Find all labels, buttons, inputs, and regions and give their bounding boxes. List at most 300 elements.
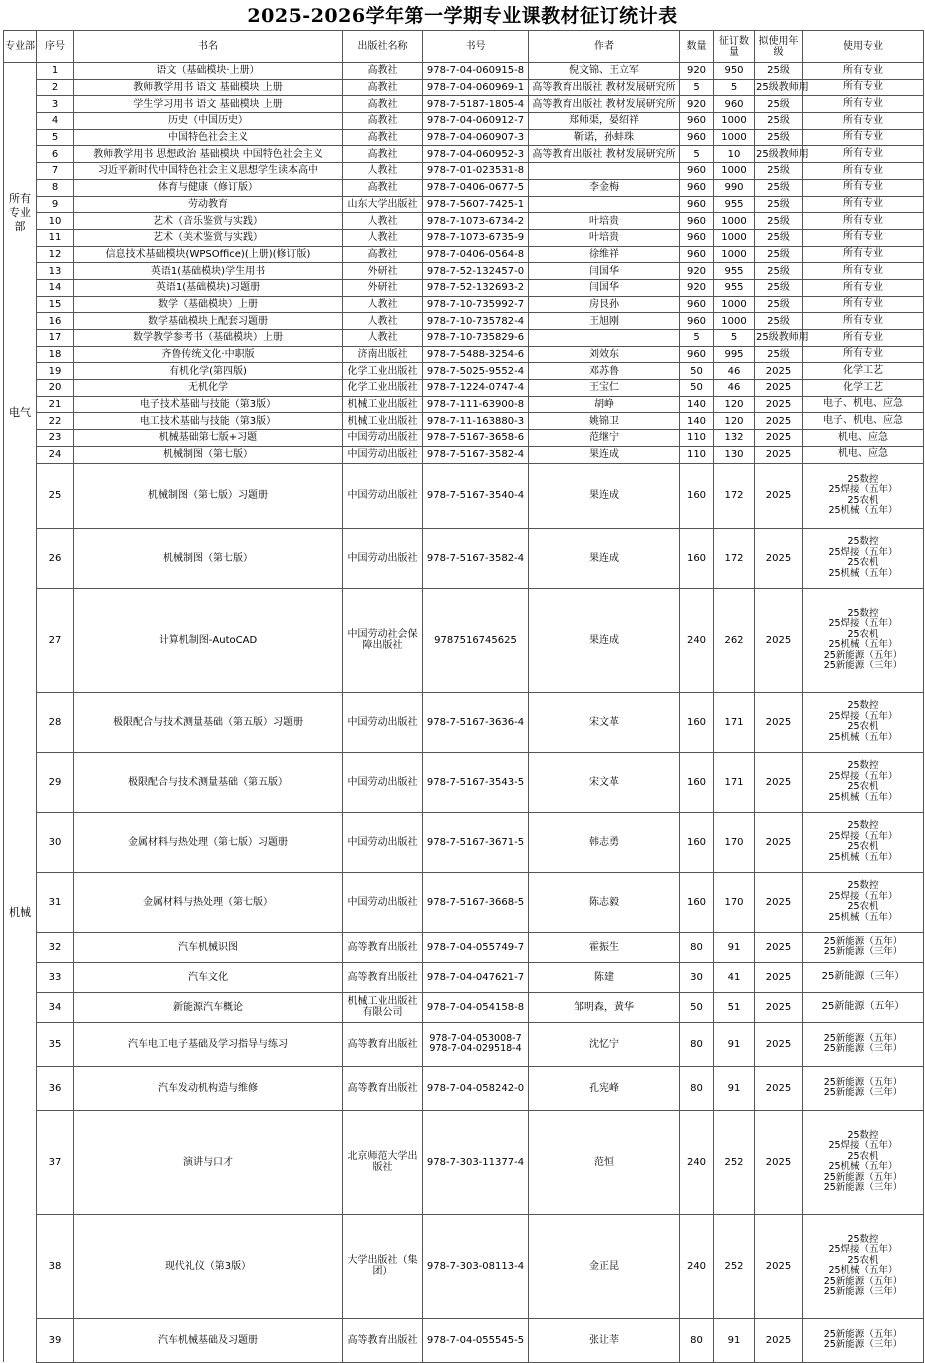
table-row — [4, 346, 924, 363]
cell-order: 252 — [714, 1214, 755, 1318]
cell-major — [803, 1022, 924, 1066]
major-item: 所有专业 — [843, 331, 883, 343]
cell-major — [803, 246, 924, 263]
cell-isbn: 978-7-11-163880-3 — [423, 413, 529, 430]
cell-qty: 160 — [680, 752, 714, 812]
major-item: 25机械（五年） — [828, 791, 898, 803]
cell-qty: 80 — [680, 1066, 714, 1110]
cell-book: 演讲与口才 — [74, 1110, 343, 1214]
major-item: 25新能源（三年） — [823, 1286, 903, 1297]
cell-year: 25级 — [755, 213, 803, 230]
major-item: 25焊接（五年） — [828, 1244, 898, 1255]
cell-book: 数学教学参考书（基础模块）上册 — [74, 330, 343, 347]
cell-book: 极限配合与技术测量基础（第五版） — [74, 752, 343, 812]
cell-year: 25级 — [755, 113, 803, 130]
cell-qty: 160 — [680, 463, 714, 528]
cell-qty: 240 — [680, 1214, 714, 1318]
major-item: 25数控 — [847, 700, 879, 711]
cell-order: 172 — [714, 528, 755, 588]
cell-order: 91 — [714, 1066, 755, 1110]
cell-qty: 160 — [680, 872, 714, 932]
major-item: 机电、应急 — [838, 431, 888, 443]
cell-isbn: 978-7-111-63900-8 — [423, 396, 529, 413]
cell-publisher: 中国劳动社会保障出版社 — [343, 588, 423, 692]
cell-publisher: 人教社 — [343, 296, 423, 313]
major-item: 25农机 — [847, 494, 879, 506]
cell-qty: 110 — [680, 430, 714, 447]
cell-publisher: 人教社 — [343, 313, 423, 330]
cell-author: 孔宪峰 — [529, 1066, 680, 1110]
cell-major — [803, 330, 924, 347]
cell-year: 2025 — [755, 1066, 803, 1110]
major-item: 25焊接（五年） — [828, 1140, 898, 1151]
cell-author: 陈建 — [529, 962, 680, 992]
cell-book: 有机化学(第四版) — [74, 363, 343, 380]
cell-author: 宋文革 — [529, 692, 680, 752]
major-item: 所有专业 — [843, 231, 883, 243]
cell-order: 171 — [714, 752, 755, 812]
table-row — [4, 363, 924, 380]
table-row — [4, 246, 924, 263]
cell-book: 英语1(基础模块)学生用书 — [74, 263, 343, 280]
cell-major — [803, 812, 924, 872]
cell-qty: 920 — [680, 279, 714, 296]
cell-no: 4 — [37, 113, 74, 130]
cell-no: 5 — [37, 129, 74, 146]
cell-isbn: 978-7-04-060952-3 — [423, 146, 529, 163]
cell-qty: 50 — [680, 380, 714, 397]
cell-qty: 5 — [680, 146, 714, 163]
major-item: 所有专业 — [843, 64, 883, 76]
cell-book: 劳动教育 — [74, 196, 343, 213]
cell-isbn — [423, 1022, 529, 1066]
cell-publisher: 外研社 — [343, 279, 423, 296]
cell-year: 25级 — [755, 313, 803, 330]
cell-book: 艺术（美术鉴赏与实践） — [74, 229, 343, 246]
cell-order: 955 — [714, 196, 755, 213]
cell-isbn: 978-7-5167-3658-6 — [423, 430, 529, 447]
cell-isbn: 978-7-5167-3668-5 — [423, 872, 529, 932]
cell-order: 960 — [714, 96, 755, 113]
cell-publisher: 高教社 — [343, 79, 423, 96]
cell-isbn: 978-7-5187-1805-4 — [423, 96, 529, 113]
table-row — [4, 213, 924, 230]
cell-qty: 80 — [680, 1022, 714, 1066]
cell-line: 978-7-04-053008-7 — [429, 1032, 522, 1044]
cell-author: 刘效东 — [529, 346, 680, 363]
cell-author: 果连成 — [529, 446, 680, 463]
cell-year: 25级教师用 — [755, 79, 803, 96]
cell-isbn: 978-7-04-060915-8 — [423, 63, 529, 80]
table-row — [4, 63, 924, 80]
major-item: 所有专业 — [843, 164, 883, 176]
cell-qty: 960 — [680, 179, 714, 196]
cell-isbn: 978-7-10-735829-6 — [423, 330, 529, 347]
cell-book: 数学（基础模块）上册 — [74, 296, 343, 313]
cell-author: 房艮孙 — [529, 296, 680, 313]
cell-isbn: 978-7-0406-0564-8 — [423, 246, 529, 263]
major-item: 所有专业 — [843, 214, 883, 226]
cell-book: 电子技术基础与技能（第3版） — [74, 396, 343, 413]
cell-qty: 960 — [680, 196, 714, 213]
cell-book: 无机化学 — [74, 380, 343, 397]
cell-isbn: 978-7-04-060969-1 — [423, 79, 529, 96]
cell-no: 17 — [37, 330, 74, 347]
cell-qty: 920 — [680, 263, 714, 280]
cell-isbn: 978-7-5488-3254-6 — [423, 346, 529, 363]
cell-major — [803, 129, 924, 146]
cell-no: 14 — [37, 279, 74, 296]
major-item: 25数控 — [847, 536, 879, 547]
major-item: 25新能源（五年） — [823, 1275, 903, 1287]
major-item: 25机械（五年） — [828, 1265, 898, 1276]
table-row — [4, 313, 924, 330]
cell-year: 2025 — [755, 588, 803, 692]
cell-publisher: 高等教育出版社 — [343, 1066, 423, 1110]
cell-book: 中国特色社会主义 — [74, 129, 343, 146]
cell-publisher: 化学工业出版社 — [343, 380, 423, 397]
cell-isbn: 978-7-5167-3582-4 — [423, 446, 529, 463]
cell-author: 邹明森，黄华 — [529, 992, 680, 1022]
major-item: 所有专业 — [843, 114, 883, 126]
major-item: 25农机 — [847, 557, 879, 568]
cell-qty: 960 — [680, 113, 714, 130]
table-row — [4, 396, 924, 413]
cell-no: 27 — [37, 588, 74, 692]
cell-no: 34 — [37, 992, 74, 1022]
cell-publisher: 高教社 — [343, 179, 423, 196]
cell-isbn: 978-7-5025-9552-4 — [423, 363, 529, 380]
cell-order: 955 — [714, 263, 755, 280]
table-row — [4, 279, 924, 296]
cell-year: 2025 — [755, 872, 803, 932]
cell-qty: 140 — [680, 396, 714, 413]
cell-author: 王宝仁 — [529, 380, 680, 397]
cell-no: 19 — [37, 363, 74, 380]
cell-publisher: 济南出版社 — [343, 346, 423, 363]
cell-major — [803, 279, 924, 296]
cell-no: 16 — [37, 313, 74, 330]
cell-major — [803, 163, 924, 180]
cell-isbn: 978-7-1073-6735-9 — [423, 229, 529, 246]
cell-year: 2025 — [755, 1318, 803, 1362]
table-row — [4, 413, 924, 430]
cell-publisher: 机械工业出版社 — [343, 413, 423, 430]
cell-year: 2025 — [755, 1022, 803, 1066]
cell-isbn: 978-7-04-058242-0 — [423, 1066, 529, 1110]
cell-order: 1000 — [714, 296, 755, 313]
table-row — [4, 1110, 924, 1214]
major-item: 25焊接（五年） — [828, 546, 898, 558]
cell-author: 闫国华 — [529, 263, 680, 280]
cell-qty: 50 — [680, 363, 714, 380]
cell-author: 徐维祥 — [529, 246, 680, 263]
table-row — [4, 692, 924, 752]
cell-major — [803, 528, 924, 588]
cell-qty: 960 — [680, 313, 714, 330]
cell-author: 果连成 — [529, 528, 680, 588]
table-row — [4, 430, 924, 447]
cell-isbn: 9787516745625 — [423, 588, 529, 692]
cell-no: 13 — [37, 263, 74, 280]
major-item: 25新能源（五年） — [821, 1000, 905, 1012]
cell-book: 金属材料与热处理（第七版） — [74, 872, 343, 932]
header-qty: 数量 — [680, 31, 714, 63]
cell-order: 51 — [714, 992, 755, 1022]
table-row — [4, 1022, 924, 1066]
cell-year: 2025 — [755, 528, 803, 588]
cell-order: 120 — [714, 396, 755, 413]
cell-book: 教师教学用书 思想政治 基础模块 中国特色社会主义 — [74, 146, 343, 163]
major-item: 所有专业 — [843, 281, 883, 293]
major-item: 25机械（五年） — [828, 731, 898, 743]
cell-qty: 80 — [680, 932, 714, 962]
major-item: 所有专业 — [843, 81, 883, 93]
cell-isbn: 978-7-1073-6734-2 — [423, 213, 529, 230]
header-book: 书名 — [74, 31, 343, 63]
cell-major — [803, 213, 924, 230]
cell-qty: 960 — [680, 163, 714, 180]
major-item: 25机械（五年） — [828, 639, 898, 650]
cell-major — [803, 962, 924, 992]
table-row — [4, 1066, 924, 1110]
cell-major — [803, 588, 924, 692]
cell-book: 艺术（音乐鉴赏与实践） — [74, 213, 343, 230]
major-item: 25机械（五年） — [828, 1161, 898, 1172]
table-row — [4, 1318, 924, 1362]
cell-publisher: 人教社 — [343, 330, 423, 347]
cell-book: 电工技术基础与技能（第3版） — [74, 413, 343, 430]
cell-major — [803, 146, 924, 163]
cell-publisher: 高教社 — [343, 246, 423, 263]
header-order: 征订数量 — [714, 31, 755, 63]
cell-major — [803, 113, 924, 130]
cell-year: 2025 — [755, 446, 803, 463]
cell-author: 张让莘 — [529, 1318, 680, 1362]
major-item: 化学工艺 — [843, 364, 883, 376]
cell-publisher: 中国劳动出版社 — [343, 872, 423, 932]
cell-major — [803, 430, 924, 447]
cell-publisher: 中国劳动出版社 — [343, 528, 423, 588]
cell-book: 教师教学用书 语文 基础模块 上册 — [74, 79, 343, 96]
cell-major — [803, 296, 924, 313]
cell-book: 汽车文化 — [74, 962, 343, 992]
table-row — [4, 179, 924, 196]
cell-year: 25级 — [755, 96, 803, 113]
cell-qty: 160 — [680, 528, 714, 588]
table-row — [4, 263, 924, 280]
major-item: 所有专业 — [843, 181, 883, 193]
cell-qty: 960 — [680, 346, 714, 363]
cell-order: 990 — [714, 179, 755, 196]
major-item: 所有专业 — [843, 314, 883, 326]
cell-order: 1000 — [714, 213, 755, 230]
cell-major — [803, 313, 924, 330]
cell-order: 170 — [714, 812, 755, 872]
cell-major — [803, 196, 924, 213]
cell-order: 120 — [714, 413, 755, 430]
table-row — [4, 296, 924, 313]
cell-no: 30 — [37, 812, 74, 872]
cell-author: 倪文锦、王立军 — [529, 63, 680, 80]
cell-qty: 240 — [680, 1110, 714, 1214]
cell-author: 王旭刚 — [529, 313, 680, 330]
cell-isbn: 978-7-04-055749-7 — [423, 932, 529, 962]
cell-author: 叶培贵 — [529, 213, 680, 230]
cell-no: 37 — [37, 1110, 74, 1214]
cell-no: 22 — [37, 413, 74, 430]
cell-publisher: 机械工业出版社有限公司 — [343, 992, 423, 1022]
major-item: 25农机 — [847, 1150, 879, 1162]
major-item: 25数控 — [847, 1129, 879, 1141]
table-row — [4, 463, 924, 528]
cell-major — [803, 63, 924, 80]
cell-year: 25级 — [755, 179, 803, 196]
header-publisher: 出版社名称 — [343, 31, 423, 63]
cell-no: 32 — [37, 932, 74, 962]
cell-publisher: 高等教育出版社 — [343, 932, 423, 962]
cell-book: 汽车机械基础及习题册 — [74, 1318, 343, 1362]
cell-order: 1000 — [714, 113, 755, 130]
cell-isbn: 978-7-10-735992-7 — [423, 296, 529, 313]
cell-no: 36 — [37, 1066, 74, 1110]
dept-cell: 机械 — [4, 463, 37, 1362]
cell-author: 高等教育出版社 教材发展研究所 — [529, 146, 680, 163]
textbook-order-table — [3, 30, 924, 1363]
cell-major — [803, 413, 924, 430]
cell-author: 姚锦卫 — [529, 413, 680, 430]
cell-major — [803, 1318, 924, 1362]
cell-order: 1000 — [714, 229, 755, 246]
cell-qty: 920 — [680, 63, 714, 80]
cell-major — [803, 932, 924, 962]
cell-book: 数学基础模块上配套习题册 — [74, 313, 343, 330]
cell-publisher: 中国劳动出版社 — [343, 446, 423, 463]
cell-no: 11 — [37, 229, 74, 246]
major-item: 25农机 — [847, 721, 879, 732]
cell-order: 950 — [714, 63, 755, 80]
major-item: 25农机 — [847, 628, 879, 640]
major-item: 25数控 — [847, 880, 879, 891]
table-row — [4, 146, 924, 163]
cell-author: 高等教育出版社 教材发展研究所 — [529, 79, 680, 96]
header-major: 使用专业 — [803, 31, 924, 63]
cell-qty: 160 — [680, 812, 714, 872]
major-item: 所有专业 — [843, 131, 883, 143]
major-item: 25新能源（三年） — [823, 660, 903, 671]
cell-major — [803, 872, 924, 932]
cell-year: 25级教师用 — [755, 330, 803, 347]
cell-no: 2 — [37, 79, 74, 96]
cell-author: 胡峥 — [529, 396, 680, 413]
cell-isbn: 978-7-0406-0677-5 — [423, 179, 529, 196]
major-item: 所有专业 — [843, 248, 883, 260]
cell-publisher: 中国劳动出版社 — [343, 692, 423, 752]
table-row — [4, 962, 924, 992]
table-row — [4, 96, 924, 113]
cell-no: 35 — [37, 1022, 74, 1066]
table-row — [4, 872, 924, 932]
cell-order: 1000 — [714, 163, 755, 180]
cell-book: 语文（基础模块·上册） — [74, 63, 343, 80]
cell-no: 25 — [37, 463, 74, 528]
cell-publisher: 高教社 — [343, 146, 423, 163]
cell-year: 25级 — [755, 129, 803, 146]
table-row — [4, 330, 924, 347]
cell-order: 171 — [714, 692, 755, 752]
cell-year: 2025 — [755, 692, 803, 752]
cell-major — [803, 363, 924, 380]
cell-isbn: 978-7-303-11377-4 — [423, 1110, 529, 1214]
cell-author: 宋文革 — [529, 752, 680, 812]
cell-qty: 960 — [680, 129, 714, 146]
cell-year: 2025 — [755, 363, 803, 380]
table-row — [4, 163, 924, 180]
major-item: 电子、机电、应急 — [823, 415, 903, 427]
cell-major — [803, 446, 924, 463]
cell-author: 叶培贵 — [529, 229, 680, 246]
cell-year: 2025 — [755, 932, 803, 962]
cell-author: 靳诺，孙蚌珠 — [529, 129, 680, 146]
cell-qty: 5 — [680, 79, 714, 96]
page-title: 2025-2026学年第一学期专业课教材征订统计表 — [247, 5, 678, 27]
major-item: 25焊接（五年） — [828, 890, 898, 902]
cell-major — [803, 96, 924, 113]
cell-qty: 920 — [680, 96, 714, 113]
major-item: 25数控 — [847, 820, 879, 831]
major-item: 25数控 — [847, 607, 879, 619]
cell-isbn: 978-7-04-054158-8 — [423, 992, 529, 1022]
cell-year: 25级 — [755, 279, 803, 296]
dept-cell: 所有专业部 — [4, 63, 37, 363]
cell-year: 2025 — [755, 1110, 803, 1214]
cell-major — [803, 992, 924, 1022]
major-item: 25新能源（三年） — [821, 970, 905, 982]
major-item: 25新能源（五年） — [823, 1032, 903, 1044]
major-item: 25新能源（三年） — [823, 1043, 903, 1054]
cell-no: 1 — [37, 63, 74, 80]
cell-order: 46 — [714, 363, 755, 380]
cell-order: 170 — [714, 872, 755, 932]
major-item: 25焊接（五年） — [828, 770, 898, 782]
cell-year: 2025 — [755, 396, 803, 413]
cell-major — [803, 1110, 924, 1214]
table-row — [4, 752, 924, 812]
table-row — [4, 446, 924, 463]
major-item: 25新能源（五年） — [823, 1076, 903, 1088]
cell-year: 25级 — [755, 246, 803, 263]
header-year: 拟使用年级 — [755, 31, 803, 63]
cell-major — [803, 1214, 924, 1318]
cell-order: 10 — [714, 146, 755, 163]
cell-no: 31 — [37, 872, 74, 932]
cell-major — [803, 79, 924, 96]
cell-year: 25级 — [755, 63, 803, 80]
cell-publisher: 机械工业出版社 — [343, 396, 423, 413]
cell-publisher: 中国劳动出版社 — [343, 752, 423, 812]
cell-isbn: 978-7-01-023531-8 — [423, 163, 529, 180]
cell-author — [529, 196, 680, 213]
major-item: 25新能源（三年） — [823, 1339, 903, 1350]
cell-no: 38 — [37, 1214, 74, 1318]
table-row — [4, 79, 924, 96]
cell-no: 20 — [37, 380, 74, 397]
cell-no: 28 — [37, 692, 74, 752]
table-row — [4, 380, 924, 397]
cell-order: 262 — [714, 588, 755, 692]
cell-book: 现代礼仪（第3版） — [74, 1214, 343, 1318]
cell-order: 955 — [714, 279, 755, 296]
